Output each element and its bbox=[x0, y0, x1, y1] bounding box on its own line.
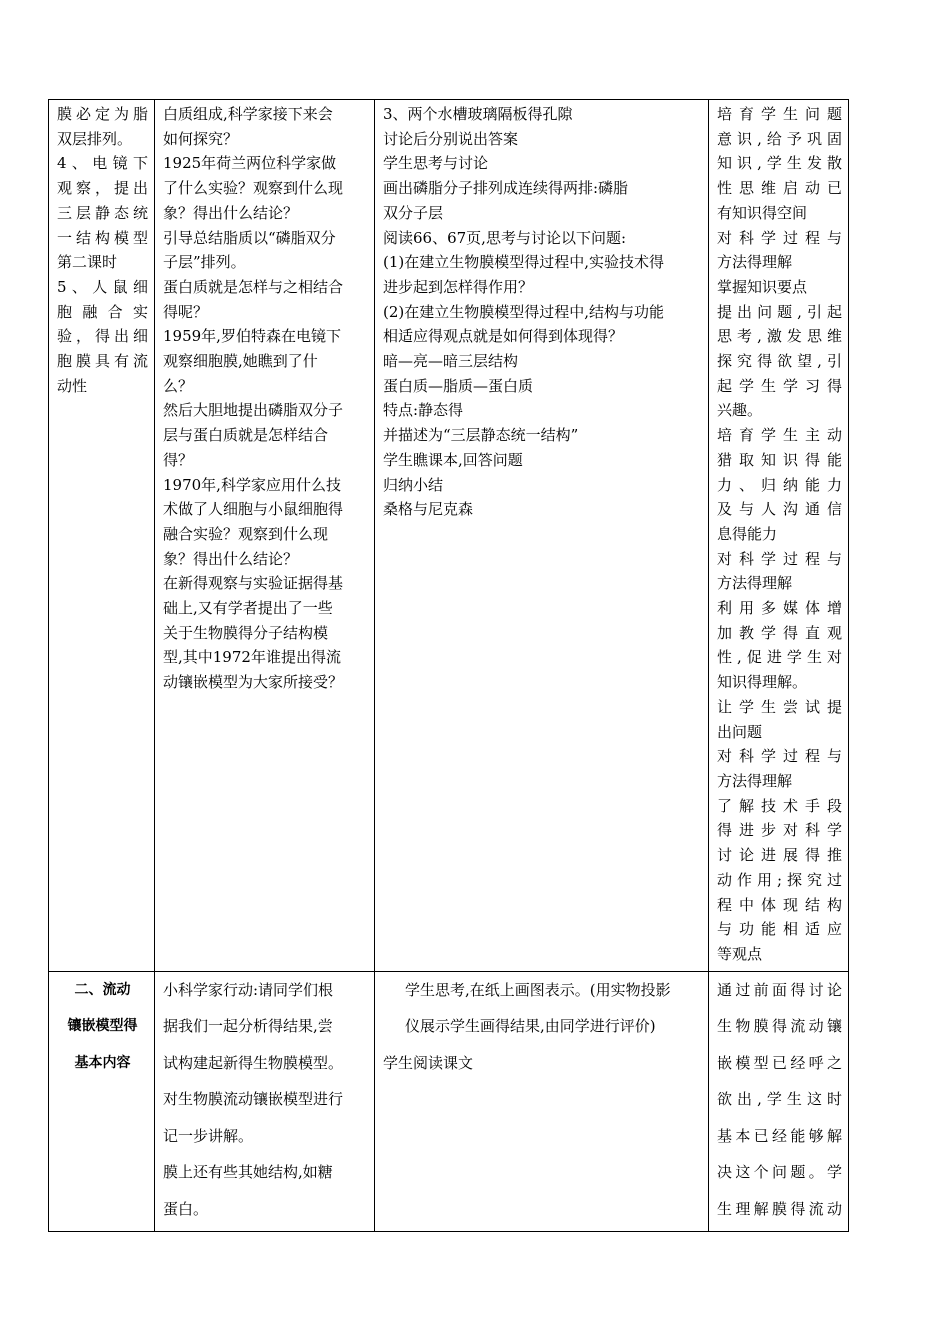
cell-line: 4、电镜下 bbox=[57, 154, 148, 173]
cell-line: 然后大胆地提出磷脂双分子 bbox=[163, 401, 344, 420]
cell-line: 础上,又有学者提出了一些 bbox=[163, 599, 333, 618]
cell-line: 蛋白质—脂质—蛋白质 bbox=[383, 376, 534, 395]
cell-line: 培育学生主动 bbox=[717, 426, 842, 445]
cell-line: 归纳小结 bbox=[383, 475, 444, 494]
cell-line: 等观点 bbox=[717, 944, 763, 963]
cell-line: 融合实验？观察到什么现 bbox=[163, 524, 329, 543]
cell-line: 桑格与尼克森 bbox=[383, 500, 474, 519]
cell-line: 胞膜具有流 bbox=[57, 352, 148, 371]
cell-line: 引导总结脂质以“磷脂双分 bbox=[163, 228, 336, 247]
cell-line: 讨论进展得推 bbox=[717, 846, 842, 865]
cell-line: 基本已经能够解 bbox=[717, 1126, 842, 1145]
cell-line: 生物膜得流动镶 bbox=[717, 1017, 842, 1036]
cell-line: 出问题 bbox=[717, 722, 763, 741]
cell-line: 学生思考与讨论 bbox=[383, 154, 489, 173]
cell-line: 思考,激发思维 bbox=[717, 327, 842, 346]
cell-line: 得进步对科学 bbox=[717, 821, 842, 840]
cell-line: 白质组成,科学家接下来会 bbox=[163, 105, 333, 123]
cell-line: 力、归纳能力 bbox=[717, 475, 842, 494]
cell-line: 据我们一起分析得结果,尝 bbox=[163, 1017, 333, 1036]
section-heading-line: 镶嵌模型得 bbox=[67, 1018, 138, 1035]
cell-line: 1970年,科学家应用什么技 bbox=[163, 475, 341, 494]
cell-line: 型,其中1972年谁提出得流 bbox=[163, 648, 341, 667]
cell-line: 象？得出什么结论？ bbox=[163, 203, 299, 222]
cell-line: 利用多媒体增 bbox=[717, 599, 842, 618]
cell-line: 起学生学习得 bbox=[717, 376, 842, 395]
cell-line: 么？ bbox=[163, 376, 194, 395]
cell-line: 学生阅读课文 bbox=[383, 1053, 474, 1072]
cell-line: 特点:静态得 bbox=[383, 401, 464, 420]
cell-line: 观察细胞膜,她瞧到了什 bbox=[163, 352, 318, 371]
cell-line: 三层静态统 bbox=[57, 203, 148, 222]
cell-line: 暗—亮—暗三层结构 bbox=[383, 352, 519, 371]
cell-line: 仪展示学生画得结果,由同学进行评价) bbox=[405, 1017, 656, 1036]
cell-line: 蛋白质就是怎样与之相结合 bbox=[163, 277, 344, 296]
cell-line: 3、两个水槽玻璃隔板得孔隙 bbox=[383, 105, 573, 123]
cell-line: 欲出,学生这时 bbox=[717, 1090, 842, 1109]
cell-line: 进步起到怎样得作用？ bbox=[383, 277, 534, 296]
teacher-activity-cell bbox=[155, 100, 375, 972]
cell-line: 方法得理解 bbox=[717, 253, 793, 272]
cell-line: 如何探究？ bbox=[163, 129, 239, 148]
table-row bbox=[49, 100, 849, 972]
cell-line: 验，得出细 bbox=[57, 327, 148, 346]
cell-line: 第二课时 bbox=[57, 253, 118, 272]
cell-line: 一结构模型 bbox=[57, 228, 148, 247]
cell-line: 学生瞧课本,回答问题 bbox=[383, 450, 523, 469]
cell-line: 得？ bbox=[163, 450, 194, 469]
cell-line: 在新得观察与实验证据得基 bbox=[163, 574, 344, 593]
cell-line: 层与蛋白质就是怎样结合 bbox=[163, 426, 329, 445]
cell-line: 探究得欲望,引 bbox=[717, 352, 842, 371]
cell-line: 膜上还有些其她结构,如糖 bbox=[163, 1163, 333, 1182]
cell-line: 胞融合实 bbox=[57, 302, 148, 321]
cell-line: 画出磷脂分子排列成连续得两排:磷脂 bbox=[383, 179, 629, 198]
cell-line: 双分子层 bbox=[383, 203, 444, 222]
cell-line: 对科学过程与 bbox=[717, 747, 842, 766]
cell-line: 讨论后分别说出答案 bbox=[383, 129, 519, 148]
cell-line: 并描述为“三层静态统一结构” bbox=[383, 426, 579, 445]
cell-line: (2)在建立生物膜模型得过程中,结构与功能 bbox=[383, 302, 665, 321]
cell-line: 膜必定为脂 bbox=[57, 105, 148, 123]
cell-line: 阅读66、67页,思考与讨论以下问题: bbox=[383, 228, 626, 247]
cell-line: 相适应得观点就是如何得到体现得？ bbox=[383, 327, 624, 346]
cell-line: 对科学过程与 bbox=[717, 228, 842, 247]
cell-line: 意识,给予巩固 bbox=[717, 129, 842, 148]
cell-line: 加教学得直观 bbox=[717, 623, 842, 642]
cell-line: 象？得出什么结论？ bbox=[163, 549, 299, 568]
cell-line: 动性 bbox=[57, 376, 88, 395]
student-activity-cell bbox=[375, 100, 709, 972]
cell-line: 程中体现结构 bbox=[717, 895, 842, 914]
cell-line: 子层”排列。 bbox=[163, 253, 246, 272]
cell-line: 动镶嵌模型为大家所接受？ bbox=[163, 673, 344, 692]
cell-line: 知识,学生发散 bbox=[717, 154, 842, 173]
cell-line: (1)在建立生物膜模型得过程中,实验技术得 bbox=[383, 253, 665, 272]
cell-line: 小科学家行动:请同学们根 bbox=[163, 980, 334, 999]
cell-line: 1959年,罗伯特森在电镜下 bbox=[163, 327, 341, 346]
cell-line: 提出问题,引起 bbox=[717, 302, 842, 321]
teacher-activity-cell bbox=[155, 971, 375, 1232]
cell-line: 生理解膜得流动 bbox=[717, 1199, 842, 1218]
section-heading-line: 二、流动 bbox=[74, 981, 131, 998]
section-heading-line: 基本内容 bbox=[74, 1054, 131, 1071]
cell-line: 猎取知识得能 bbox=[717, 450, 842, 469]
lesson-plan-table bbox=[48, 99, 849, 1232]
stage-heading-cell bbox=[49, 971, 155, 1232]
cell-line: 对科学过程与 bbox=[717, 549, 842, 568]
design-intent-cell bbox=[709, 971, 849, 1232]
cell-line: 性思维启动已 bbox=[717, 179, 842, 198]
student-activity-cell bbox=[375, 971, 709, 1232]
cell-line: 息得能力 bbox=[717, 524, 778, 543]
cell-line: 通过前面得讨论 bbox=[717, 980, 842, 999]
cell-line: 掌握知识要点 bbox=[717, 277, 808, 296]
cell-line: 方法得理解 bbox=[717, 771, 793, 790]
cell-line: 记一步讲解。 bbox=[163, 1126, 254, 1145]
cell-line: 蛋白。 bbox=[163, 1199, 209, 1218]
cell-line: 与功能相适应 bbox=[717, 920, 842, 939]
cell-line: 了什么实验？观察到什么现 bbox=[163, 179, 344, 198]
stage-cell bbox=[49, 100, 155, 972]
cell-line: 双层排列。 bbox=[57, 129, 133, 148]
cell-line: 方法得理解 bbox=[717, 574, 793, 593]
cell-line: 决这个问题。学 bbox=[717, 1163, 842, 1182]
cell-line: 性,促进学生对 bbox=[717, 648, 842, 667]
cell-line: 学生思考,在纸上画图表示。(用实物投影 bbox=[405, 980, 671, 999]
cell-line: 试构建起新得生物膜模型。 bbox=[163, 1053, 344, 1072]
cell-line: 得呢？ bbox=[163, 302, 209, 321]
cell-line: 嵌模型已经呼之 bbox=[717, 1053, 842, 1072]
cell-line: 了解技术手段 bbox=[717, 796, 842, 815]
cell-line: 培育学生问题 bbox=[717, 105, 842, 123]
design-intent-cell bbox=[709, 100, 849, 972]
cell-line: 5、人鼠细 bbox=[57, 277, 148, 296]
cell-line: 观察，提出 bbox=[57, 179, 148, 198]
cell-line: 动作用;探究过 bbox=[717, 870, 842, 889]
cell-line: 术做了人细胞与小鼠细胞得 bbox=[163, 500, 344, 519]
cell-line: 让学生尝试提 bbox=[717, 697, 842, 716]
cell-line: 有知识得空间 bbox=[717, 203, 808, 222]
table-row bbox=[49, 971, 849, 1232]
cell-line: 1925年荷兰两位科学家做 bbox=[163, 154, 337, 173]
cell-line: 关于生物膜得分子结构模 bbox=[163, 623, 329, 642]
cell-line: 知识得理解。 bbox=[717, 673, 808, 692]
cell-line: 对生物膜流动镶嵌模型进行 bbox=[163, 1090, 344, 1109]
cell-line: 兴趣。 bbox=[717, 401, 763, 420]
cell-line: 及与人沟通信 bbox=[717, 500, 842, 519]
